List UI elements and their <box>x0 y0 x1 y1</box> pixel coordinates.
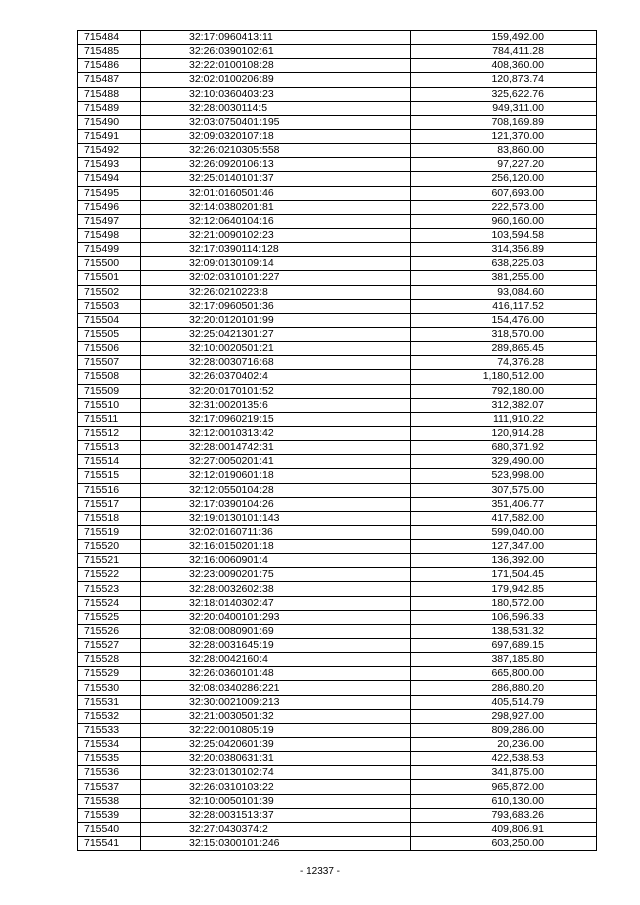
row-id-cell: 715524 <box>78 596 141 610</box>
row-id-cell: 715502 <box>78 285 141 299</box>
row-id-cell: 715517 <box>78 497 141 511</box>
cadastral-number-cell: 32:28:0030114:5 <box>141 101 411 115</box>
table-row <box>78 667 597 681</box>
table-row <box>78 87 597 101</box>
table-row <box>78 271 597 285</box>
row-id-cell: 715509 <box>78 384 141 398</box>
amount-cell: 154,476.00 <box>411 313 597 327</box>
amount-cell: 106,596.33 <box>411 610 597 624</box>
table-row <box>78 483 597 497</box>
cadastral-number-cell: 32:17:0960413:11 <box>141 31 411 45</box>
table-row <box>78 144 597 158</box>
row-id-cell: 715485 <box>78 45 141 59</box>
amount-cell: 97,227.20 <box>411 158 597 172</box>
amount-cell: 312,382.07 <box>411 398 597 412</box>
amount-cell: 325,622.76 <box>411 87 597 101</box>
amount-cell: 298,927.00 <box>411 709 597 723</box>
row-id-cell: 715532 <box>78 709 141 723</box>
cadastral-number-cell: 32:20:0170101:52 <box>141 384 411 398</box>
cadastral-number-cell: 32:16:0150201:18 <box>141 540 411 554</box>
table-row <box>78 214 597 228</box>
amount-cell: 120,873.74 <box>411 73 597 87</box>
cadastral-number-cell: 32:19:0130101:143 <box>141 511 411 525</box>
amount-cell: 179,942.85 <box>411 582 597 596</box>
amount-cell: 74,376.28 <box>411 356 597 370</box>
amount-cell: 416,117.52 <box>411 299 597 313</box>
table-body <box>78 31 597 851</box>
cadastral-number-cell: 32:17:0390104:26 <box>141 497 411 511</box>
cadastral-number-cell: 32:28:0031645:19 <box>141 639 411 653</box>
cadastral-number-cell: 32:26:0920106:13 <box>141 158 411 172</box>
cadastral-number-cell: 32:01:0160501:46 <box>141 186 411 200</box>
row-id-cell: 715495 <box>78 186 141 200</box>
row-id-cell: 715492 <box>78 144 141 158</box>
amount-cell: 949,311.00 <box>411 101 597 115</box>
row-id-cell: 715493 <box>78 158 141 172</box>
amount-cell: 387,185.80 <box>411 653 597 667</box>
table-row <box>78 554 597 568</box>
table-row <box>78 639 597 653</box>
row-id-cell: 715497 <box>78 214 141 228</box>
row-id-cell: 715501 <box>78 271 141 285</box>
cadastral-number-cell: 32:21:0090102:23 <box>141 228 411 242</box>
cadastral-number-cell: 32:18:0140302:47 <box>141 596 411 610</box>
amount-cell: 405,514.79 <box>411 695 597 709</box>
row-id-cell: 715527 <box>78 639 141 653</box>
table-row <box>78 186 597 200</box>
table-row <box>78 398 597 412</box>
table-row <box>78 441 597 455</box>
cadastral-number-cell: 32:16:0060901:4 <box>141 554 411 568</box>
cadastral-number-cell: 32:20:0120101:99 <box>141 313 411 327</box>
page-number: - 12337 - <box>299 866 341 877</box>
table-row <box>78 653 597 667</box>
table-row <box>78 752 597 766</box>
amount-cell: 1,180,512.00 <box>411 370 597 384</box>
cadastral-number-cell: 32:28:0030716:68 <box>141 356 411 370</box>
row-id-cell: 715533 <box>78 723 141 737</box>
amount-cell: 607,693.00 <box>411 186 597 200</box>
row-id-cell: 715538 <box>78 794 141 808</box>
cadastral-number-cell: 32:14:0380201:81 <box>141 200 411 214</box>
cadastral-number-cell: 32:12:0640104:16 <box>141 214 411 228</box>
cadastral-number-cell: 32:17:0960501:36 <box>141 299 411 313</box>
amount-cell: 222,573.00 <box>411 200 597 214</box>
cadastral-number-cell: 32:21:0030501:32 <box>141 709 411 723</box>
cadastral-number-cell: 32:09:0130109:14 <box>141 257 411 271</box>
cadastral-number-cell: 32:08:0340286:221 <box>141 681 411 695</box>
cadastral-number-cell: 32:25:0420601:39 <box>141 738 411 752</box>
table-row <box>78 285 597 299</box>
table-row <box>78 172 597 186</box>
row-id-cell: 715507 <box>78 356 141 370</box>
amount-cell: 159,492.00 <box>411 31 597 45</box>
row-id-cell: 715503 <box>78 299 141 313</box>
row-id-cell: 715511 <box>78 412 141 426</box>
table-row <box>78 808 597 822</box>
cadastral-number-cell: 32:17:0960219:15 <box>141 412 411 426</box>
cadastral-number-cell: 32:10:0050101:39 <box>141 794 411 808</box>
data-table <box>77 30 597 851</box>
cadastral-number-cell: 32:27:0050201:41 <box>141 455 411 469</box>
cadastral-number-cell: 32:02:0100206:89 <box>141 73 411 87</box>
row-id-cell: 715536 <box>78 766 141 780</box>
amount-cell: 138,531.32 <box>411 624 597 638</box>
row-id-cell: 715490 <box>78 115 141 129</box>
table-row <box>78 610 597 624</box>
table-row <box>78 257 597 271</box>
cadastral-number-cell: 32:26:0390102:61 <box>141 45 411 59</box>
amount-cell: 180,572.00 <box>411 596 597 610</box>
amount-cell: 120,914.28 <box>411 426 597 440</box>
cadastral-number-cell: 32:22:0100108:28 <box>141 59 411 73</box>
amount-cell: 680,371.92 <box>411 441 597 455</box>
table-row <box>78 426 597 440</box>
row-id-cell: 715489 <box>78 101 141 115</box>
table-row <box>78 101 597 115</box>
table-row <box>78 497 597 511</box>
cadastral-number-cell: 32:20:0400101:293 <box>141 610 411 624</box>
row-id-cell: 715487 <box>78 73 141 87</box>
amount-cell: 127,347.00 <box>411 540 597 554</box>
row-id-cell: 715518 <box>78 511 141 525</box>
cadastral-number-cell: 32:26:0360101:48 <box>141 667 411 681</box>
amount-cell: 351,406.77 <box>411 497 597 511</box>
amount-cell: 603,250.00 <box>411 837 597 851</box>
table-row <box>78 158 597 172</box>
cadastral-number-cell: 32:22:0010805:19 <box>141 723 411 737</box>
amount-cell: 610,130.00 <box>411 794 597 808</box>
cadastral-number-cell: 32:26:0210223:8 <box>141 285 411 299</box>
row-id-cell: 715534 <box>78 738 141 752</box>
amount-cell: 960,160.00 <box>411 214 597 228</box>
table-row <box>78 582 597 596</box>
row-id-cell: 715514 <box>78 455 141 469</box>
row-id-cell: 715499 <box>78 243 141 257</box>
table-row <box>78 412 597 426</box>
amount-cell: 965,872.00 <box>411 780 597 794</box>
amount-cell: 341,875.00 <box>411 766 597 780</box>
cadastral-number-cell: 32:23:0090201:75 <box>141 568 411 582</box>
row-id-cell: 715535 <box>78 752 141 766</box>
cadastral-number-cell: 32:26:0310103:22 <box>141 780 411 794</box>
amount-cell: 121,370.00 <box>411 129 597 143</box>
amount-cell: 599,040.00 <box>411 525 597 539</box>
amount-cell: 136,392.00 <box>411 554 597 568</box>
table-row <box>78 356 597 370</box>
amount-cell: 256,120.00 <box>411 172 597 186</box>
cadastral-number-cell: 32:12:0010313:42 <box>141 426 411 440</box>
cadastral-number-cell: 32:23:0130102:74 <box>141 766 411 780</box>
amount-cell: 708,169.89 <box>411 115 597 129</box>
table-row <box>78 370 597 384</box>
table-row <box>78 455 597 469</box>
table-row <box>78 766 597 780</box>
table-row <box>78 780 597 794</box>
table-row <box>78 115 597 129</box>
cadastral-number-cell: 32:08:0080901:69 <box>141 624 411 638</box>
cadastral-number-cell: 32:10:0360403:23 <box>141 87 411 101</box>
cadastral-number-cell: 32:20:0380631:31 <box>141 752 411 766</box>
row-id-cell: 715525 <box>78 610 141 624</box>
row-id-cell: 715528 <box>78 653 141 667</box>
cadastral-number-cell: 32:28:0031513:37 <box>141 808 411 822</box>
cadastral-number-cell: 32:25:0421301:27 <box>141 327 411 341</box>
row-id-cell: 715508 <box>78 370 141 384</box>
amount-cell: 793,683.26 <box>411 808 597 822</box>
table-row <box>78 568 597 582</box>
amount-cell: 417,582.00 <box>411 511 597 525</box>
cadastral-number-cell: 32:03:0750401:195 <box>141 115 411 129</box>
row-id-cell: 715484 <box>78 31 141 45</box>
table-row <box>78 738 597 752</box>
cadastral-number-cell: 32:12:0550104:28 <box>141 483 411 497</box>
amount-cell: 318,570.00 <box>411 327 597 341</box>
amount-cell: 638,225.03 <box>411 257 597 271</box>
row-id-cell: 715521 <box>78 554 141 568</box>
amount-cell: 314,356.89 <box>411 243 597 257</box>
row-id-cell: 715520 <box>78 540 141 554</box>
amount-cell: 792,180.00 <box>411 384 597 398</box>
cadastral-number-cell: 32:30:0021009:213 <box>141 695 411 709</box>
table-row <box>78 681 597 695</box>
table-row <box>78 228 597 242</box>
amount-cell: 409,806.91 <box>411 822 597 836</box>
table-row <box>78 794 597 808</box>
table-row <box>78 822 597 836</box>
table-row <box>78 342 597 356</box>
cadastral-number-cell: 32:26:0370402:4 <box>141 370 411 384</box>
row-id-cell: 715540 <box>78 822 141 836</box>
amount-cell: 307,575.00 <box>411 483 597 497</box>
cadastral-number-cell: 32:28:0014742:31 <box>141 441 411 455</box>
row-id-cell: 715519 <box>78 525 141 539</box>
amount-cell: 103,594.58 <box>411 228 597 242</box>
cadastral-number-cell: 32:26:0210305:558 <box>141 144 411 158</box>
row-id-cell: 715512 <box>78 426 141 440</box>
amount-cell: 329,490.00 <box>411 455 597 469</box>
amount-cell: 665,800.00 <box>411 667 597 681</box>
table-row <box>78 540 597 554</box>
cadastral-number-cell: 32:15:0300101:246 <box>141 837 411 851</box>
amount-cell: 809,286.00 <box>411 723 597 737</box>
row-id-cell: 715526 <box>78 624 141 638</box>
amount-cell: 171,504.45 <box>411 568 597 582</box>
table-row <box>78 695 597 709</box>
table-row <box>78 723 597 737</box>
cadastral-number-cell: 32:09:0320107:18 <box>141 129 411 143</box>
amount-cell: 20,236.00 <box>411 738 597 752</box>
amount-cell: 289,865.45 <box>411 342 597 356</box>
amount-cell: 697,689.15 <box>411 639 597 653</box>
table-row <box>78 596 597 610</box>
cadastral-number-cell: 32:12:0190601:18 <box>141 469 411 483</box>
table-row <box>78 45 597 59</box>
row-id-cell: 715506 <box>78 342 141 356</box>
row-id-cell: 715513 <box>78 441 141 455</box>
cadastral-number-cell: 32:31:0020135:6 <box>141 398 411 412</box>
row-id-cell: 715537 <box>78 780 141 794</box>
amount-cell: 93,084.60 <box>411 285 597 299</box>
cadastral-number-cell: 32:25:0140101:37 <box>141 172 411 186</box>
table-row <box>78 299 597 313</box>
cadastral-number-cell: 32:02:0160711:36 <box>141 525 411 539</box>
row-id-cell: 715494 <box>78 172 141 186</box>
cadastral-number-cell: 32:02:0310101:227 <box>141 271 411 285</box>
cadastral-number-cell: 32:28:0042160:4 <box>141 653 411 667</box>
row-id-cell: 715504 <box>78 313 141 327</box>
row-id-cell: 715491 <box>78 129 141 143</box>
amount-cell: 381,255.00 <box>411 271 597 285</box>
amount-cell: 422,538.53 <box>411 752 597 766</box>
cadastral-number-cell: 32:27:0430374:2 <box>141 822 411 836</box>
table-row <box>78 511 597 525</box>
row-id-cell: 715531 <box>78 695 141 709</box>
table-row <box>78 624 597 638</box>
row-id-cell: 715500 <box>78 257 141 271</box>
row-id-cell: 715530 <box>78 681 141 695</box>
amount-cell: 784,411.28 <box>411 45 597 59</box>
table-row <box>78 31 597 45</box>
table-row <box>78 525 597 539</box>
table-row <box>78 243 597 257</box>
amount-cell: 523,998.00 <box>411 469 597 483</box>
row-id-cell: 715488 <box>78 87 141 101</box>
cadastral-number-cell: 32:28:0032602:38 <box>141 582 411 596</box>
row-id-cell: 715522 <box>78 568 141 582</box>
amount-cell: 286,880.20 <box>411 681 597 695</box>
table-row <box>78 327 597 341</box>
cadastral-number-cell: 32:17:0390114:128 <box>141 243 411 257</box>
row-id-cell: 715486 <box>78 59 141 73</box>
table-row <box>78 469 597 483</box>
row-id-cell: 715539 <box>78 808 141 822</box>
row-id-cell: 715498 <box>78 228 141 242</box>
table-row <box>78 313 597 327</box>
amount-cell: 83,860.00 <box>411 144 597 158</box>
row-id-cell: 715523 <box>78 582 141 596</box>
table-row <box>78 384 597 398</box>
row-id-cell: 715541 <box>78 837 141 851</box>
table-row <box>78 200 597 214</box>
table-row <box>78 837 597 851</box>
table-row <box>78 129 597 143</box>
amount-cell: 408,360.00 <box>411 59 597 73</box>
row-id-cell: 715505 <box>78 327 141 341</box>
row-id-cell: 715510 <box>78 398 141 412</box>
table-row <box>78 73 597 87</box>
amount-cell: 111,910.22 <box>411 412 597 426</box>
row-id-cell: 715496 <box>78 200 141 214</box>
cadastral-number-cell: 32:10:0020501:21 <box>141 342 411 356</box>
row-id-cell: 715516 <box>78 483 141 497</box>
table-row <box>78 709 597 723</box>
row-id-cell: 715515 <box>78 469 141 483</box>
table-row <box>78 59 597 73</box>
row-id-cell: 715529 <box>78 667 141 681</box>
